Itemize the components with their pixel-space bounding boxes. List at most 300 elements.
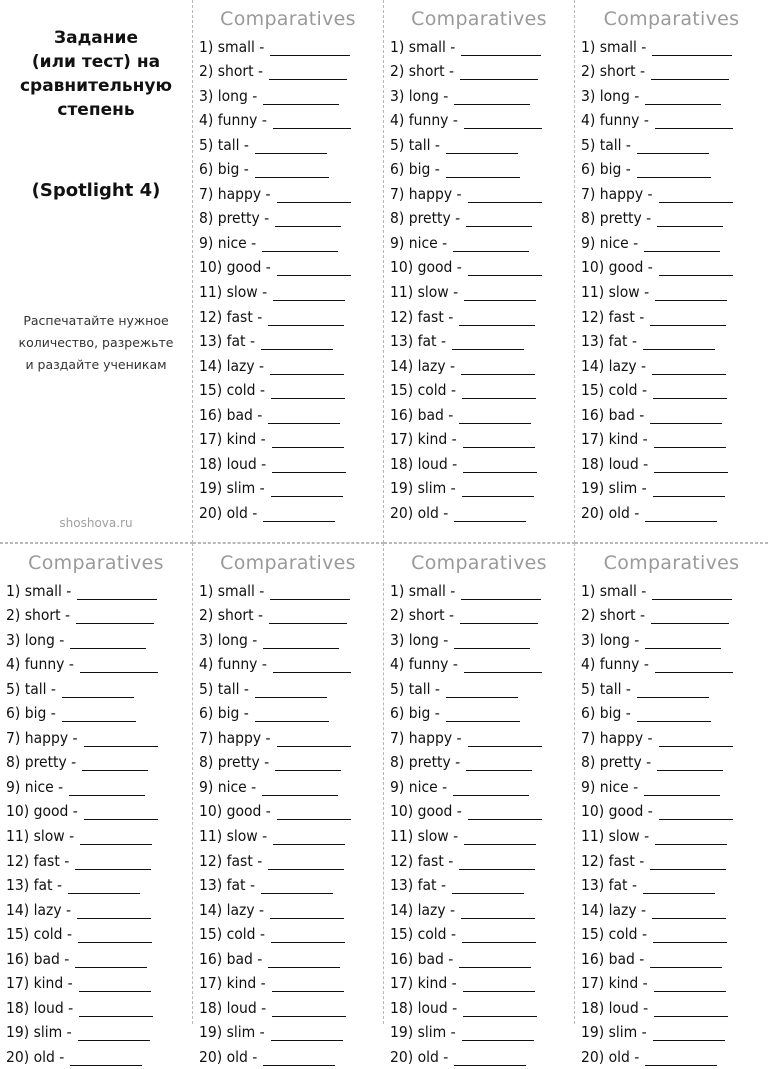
exercise-word: 13) fat -: [581, 332, 637, 351]
answer-blank[interactable]: [651, 607, 729, 624]
exercise-item: [199, 476, 383, 501]
exercise-item: [390, 897, 574, 922]
exercise-list: [0, 578, 192, 1069]
exercise-item: [581, 378, 768, 403]
answer-blank[interactable]: [268, 407, 340, 424]
exercise-word: 2) short -: [199, 606, 264, 625]
answer-blank[interactable]: [645, 1049, 717, 1066]
answer-blank[interactable]: [462, 1024, 534, 1041]
exercise-item: [199, 59, 383, 84]
exercise-item: [581, 971, 768, 996]
worksheet-title: Comparatives: [411, 8, 547, 30]
task-title: Задание (или тест) на сравнительную степень: [19, 28, 173, 120]
answer-blank[interactable]: [255, 705, 329, 722]
answer-blank[interactable]: [261, 333, 333, 350]
exercise-word: 6) big -: [390, 704, 440, 723]
exercise-item: [581, 329, 768, 354]
answer-blank[interactable]: [272, 1000, 346, 1017]
exercise-word: 5) tall -: [581, 135, 631, 154]
answer-blank[interactable]: [62, 681, 134, 698]
exercise-item: [199, 823, 383, 848]
answer-blank[interactable]: [461, 902, 535, 919]
answer-blank[interactable]: [644, 779, 720, 796]
answer-blank[interactable]: [460, 607, 538, 624]
answer-blank[interactable]: [68, 877, 140, 894]
answer-blank[interactable]: [275, 210, 341, 227]
answer-blank[interactable]: [462, 382, 536, 399]
exercise-word: 8) pretty -: [581, 753, 652, 772]
exercise-item: [390, 971, 574, 996]
answer-blank[interactable]: [78, 926, 152, 943]
exercise-word: 4) funny -: [6, 655, 74, 674]
answer-blank[interactable]: [271, 382, 345, 399]
exercise-word: 10) good -: [581, 802, 653, 821]
answer-blank[interactable]: [272, 975, 344, 992]
answer-blank[interactable]: [454, 88, 530, 105]
exercise-word: 19) slim -: [390, 1023, 456, 1042]
exercise-word: 2) short -: [6, 606, 71, 625]
answer-blank[interactable]: [655, 656, 733, 673]
answer-blank[interactable]: [653, 1024, 725, 1041]
answer-blank[interactable]: [463, 1000, 537, 1017]
answer-blank[interactable]: [463, 431, 535, 448]
answer-blank[interactable]: [650, 951, 722, 968]
exercise-item: [199, 83, 383, 108]
answer-blank[interactable]: [277, 803, 351, 820]
exercise-word: 16) bad -: [199, 949, 263, 968]
exercise-word: 7) happy -: [199, 184, 271, 203]
answer-blank[interactable]: [463, 975, 535, 992]
answer-blank[interactable]: [270, 902, 344, 919]
exercise-word: 8) pretty -: [199, 209, 270, 228]
exercise-item: [199, 329, 383, 354]
answer-blank[interactable]: [77, 583, 157, 600]
worksheet-card: [384, 0, 575, 543]
exercise-word: 18) loud -: [581, 998, 649, 1017]
exercise-word: 15) cold -: [6, 925, 72, 944]
answer-blank[interactable]: [461, 39, 541, 56]
exercise-item: [199, 799, 383, 824]
answer-blank[interactable]: [654, 431, 726, 448]
answer-blank[interactable]: [263, 505, 335, 522]
answer-blank[interactable]: [645, 632, 721, 649]
answer-blank[interactable]: [659, 730, 733, 747]
answer-blank[interactable]: [654, 1000, 728, 1017]
exercise-word: 20) old -: [390, 503, 449, 522]
exercise-word: 8) pretty -: [390, 209, 461, 228]
exercise-item: [6, 725, 192, 750]
exercise-list: [384, 578, 574, 1069]
exercise-word: 13) fat -: [390, 332, 446, 351]
answer-blank[interactable]: [277, 259, 351, 276]
answer-blank[interactable]: [464, 828, 536, 845]
exercise-word: 15) cold -: [390, 381, 456, 400]
exercise-item: [581, 500, 768, 525]
exercise-item: [390, 304, 574, 329]
answer-blank[interactable]: [464, 656, 542, 673]
answer-blank[interactable]: [463, 456, 537, 473]
answer-blank[interactable]: [270, 358, 344, 375]
answer-blank[interactable]: [263, 1049, 335, 1066]
exercise-word: 5) tall -: [581, 679, 631, 698]
exercise-word: 7) happy -: [581, 728, 653, 747]
exercise-word: 9) nice -: [6, 777, 64, 796]
exercise-word: 11) slow -: [199, 283, 268, 302]
answer-blank[interactable]: [268, 853, 344, 870]
exercise-word: 19) slim -: [199, 1023, 265, 1042]
answer-blank[interactable]: [645, 88, 721, 105]
answer-blank[interactable]: [263, 632, 339, 649]
exercise-word: 2) short -: [581, 606, 646, 625]
answer-blank[interactable]: [657, 754, 723, 771]
answer-blank[interactable]: [446, 681, 518, 698]
exercise-word: 2) short -: [390, 62, 455, 81]
exercise-item: [199, 353, 383, 378]
exercise-list: [575, 578, 768, 1069]
exercise-word: 15) cold -: [581, 925, 647, 944]
answer-blank[interactable]: [275, 754, 341, 771]
answer-blank[interactable]: [653, 382, 727, 399]
exercise-item: [581, 1044, 768, 1069]
exercise-word: 15) cold -: [390, 925, 456, 944]
exercise-word: 9) nice -: [581, 777, 639, 796]
worksheet-card: [193, 0, 384, 543]
answer-blank[interactable]: [70, 1049, 142, 1066]
exercise-item: [581, 1020, 768, 1045]
answer-blank[interactable]: [657, 210, 723, 227]
exercise-word: 3) long -: [390, 630, 449, 649]
answer-blank[interactable]: [652, 902, 726, 919]
exercise-item: [199, 750, 383, 775]
answer-blank[interactable]: [651, 63, 729, 80]
answer-blank[interactable]: [277, 730, 351, 747]
exercise-item: [199, 971, 383, 996]
exercise-item: [199, 181, 383, 206]
answer-blank[interactable]: [80, 656, 158, 673]
answer-blank[interactable]: [255, 137, 327, 154]
exercise-word: 14) lazy -: [6, 900, 72, 919]
answer-blank[interactable]: [255, 161, 329, 178]
exercise-item: [199, 157, 383, 182]
exercise-item: [390, 476, 574, 501]
answer-blank[interactable]: [652, 39, 732, 56]
answer-blank[interactable]: [268, 309, 344, 326]
exercise-item: [6, 627, 192, 652]
answer-blank[interactable]: [273, 828, 345, 845]
exercise-word: 7) happy -: [199, 728, 271, 747]
answer-blank[interactable]: [650, 309, 726, 326]
answer-blank[interactable]: [460, 63, 538, 80]
answer-blank[interactable]: [452, 877, 524, 894]
answer-blank[interactable]: [262, 235, 338, 252]
answer-blank[interactable]: [653, 480, 725, 497]
exercise-item: [6, 774, 192, 799]
answer-blank[interactable]: [655, 112, 733, 129]
exercise-word: 3) long -: [6, 630, 65, 649]
exercise-item: [390, 132, 574, 157]
answer-blank[interactable]: [461, 583, 541, 600]
worksheet-card: [575, 543, 768, 1066]
exercise-word: 20) old -: [6, 1047, 65, 1066]
exercise-word: 3) long -: [581, 86, 640, 105]
exercise-word: 4) funny -: [581, 655, 649, 674]
answer-blank[interactable]: [70, 632, 146, 649]
answer-blank[interactable]: [271, 926, 345, 943]
exercise-item: [199, 108, 383, 133]
answer-blank[interactable]: [659, 186, 733, 203]
exercise-item: [199, 34, 383, 59]
exercise-item: [581, 427, 768, 452]
exercise-item: [581, 157, 768, 182]
exercise-word: 6) big -: [6, 704, 56, 723]
answer-blank[interactable]: [644, 235, 720, 252]
answer-blank[interactable]: [466, 754, 532, 771]
answer-blank[interactable]: [446, 137, 518, 154]
worksheet-title: Comparatives: [220, 552, 356, 574]
answer-blank[interactable]: [655, 828, 727, 845]
exercise-item: [581, 848, 768, 873]
exercise-word: 8) pretty -: [199, 753, 270, 772]
exercise-item: [6, 1044, 192, 1069]
answer-blank[interactable]: [459, 853, 535, 870]
answer-blank[interactable]: [637, 681, 709, 698]
answer-blank[interactable]: [273, 284, 345, 301]
exercise-item: [390, 230, 574, 255]
answer-blank[interactable]: [277, 186, 351, 203]
exercise-word: 12) fast -: [6, 851, 70, 870]
exercise-word: 18) loud -: [390, 454, 458, 473]
answer-blank[interactable]: [654, 456, 728, 473]
exercise-item: [199, 132, 383, 157]
exercise-word: 10) good -: [199, 802, 271, 821]
exercise-word: 18) loud -: [199, 454, 267, 473]
exercise-word: 11) slow -: [581, 283, 650, 302]
exercise-list: [193, 578, 383, 1069]
answer-blank[interactable]: [454, 1049, 526, 1066]
answer-blank[interactable]: [454, 632, 530, 649]
exercise-item: [199, 848, 383, 873]
answer-blank[interactable]: [659, 803, 733, 820]
answer-blank[interactable]: [655, 284, 727, 301]
answer-blank[interactable]: [82, 754, 148, 771]
exercise-word: 5) tall -: [390, 679, 440, 698]
answer-blank[interactable]: [272, 456, 346, 473]
answer-blank[interactable]: [75, 951, 147, 968]
exercise-word: 8) pretty -: [390, 753, 461, 772]
exercise-word: 7) happy -: [390, 728, 462, 747]
answer-blank[interactable]: [462, 926, 536, 943]
exercise-word: 15) cold -: [199, 381, 265, 400]
worksheet-title: Comparatives: [603, 8, 740, 30]
answer-blank[interactable]: [446, 161, 520, 178]
exercise-word: 17) kind -: [6, 974, 73, 993]
answer-blank[interactable]: [459, 309, 535, 326]
worksheet-title: Comparatives: [220, 8, 356, 30]
exercise-item: [6, 873, 192, 898]
answer-blank[interactable]: [461, 358, 535, 375]
exercise-word: 11) slow -: [390, 283, 459, 302]
exercise-word: 13) fat -: [390, 876, 446, 895]
exercise-word: 8) pretty -: [581, 209, 652, 228]
exercise-item: [581, 922, 768, 947]
answer-blank[interactable]: [270, 583, 350, 600]
answer-blank[interactable]: [652, 358, 726, 375]
site-watermark: shoshova.ru: [59, 516, 133, 530]
answer-blank[interactable]: [273, 656, 351, 673]
exercise-word: 6) big -: [199, 160, 249, 179]
answer-blank[interactable]: [452, 333, 524, 350]
answer-blank[interactable]: [459, 951, 531, 968]
exercise-word: 10) good -: [199, 258, 271, 277]
exercise-item: [581, 108, 768, 133]
exercise-item: [6, 676, 192, 701]
exercise-word: 5) tall -: [6, 679, 56, 698]
exercise-word: 19) slim -: [581, 1023, 647, 1042]
worksheet-title: Comparatives: [603, 552, 740, 574]
answer-blank[interactable]: [637, 161, 711, 178]
exercise-word: 1) small -: [390, 581, 456, 600]
exercise-item: [581, 873, 768, 898]
exercise-item: [390, 652, 574, 677]
exercise-item: [581, 750, 768, 775]
exercise-item: [199, 255, 383, 280]
exercise-word: 12) fast -: [581, 307, 645, 326]
answer-blank[interactable]: [468, 259, 542, 276]
answer-blank[interactable]: [637, 137, 709, 154]
answer-blank[interactable]: [261, 877, 333, 894]
exercise-item: [199, 578, 383, 603]
answer-blank[interactable]: [271, 1024, 343, 1041]
answer-blank[interactable]: [453, 779, 529, 796]
exercise-word: 17) kind -: [581, 430, 648, 449]
exercise-item: [390, 676, 574, 701]
exercise-item: [199, 304, 383, 329]
exercise-item: [390, 206, 574, 231]
answer-blank[interactable]: [269, 607, 347, 624]
answer-blank[interactable]: [75, 853, 151, 870]
answer-blank[interactable]: [446, 705, 520, 722]
exercise-word: 7) happy -: [6, 728, 78, 747]
answer-blank[interactable]: [652, 583, 732, 600]
answer-blank[interactable]: [462, 480, 534, 497]
exercise-word: 9) nice -: [199, 777, 257, 796]
exercise-word: 1) small -: [6, 581, 72, 600]
answer-blank[interactable]: [84, 803, 158, 820]
answer-blank[interactable]: [468, 803, 542, 820]
answer-blank[interactable]: [268, 951, 340, 968]
answer-blank[interactable]: [77, 902, 151, 919]
answer-blank[interactable]: [270, 39, 350, 56]
exercise-item: [199, 676, 383, 701]
exercise-item: [581, 59, 768, 84]
answer-blank[interactable]: [464, 284, 536, 301]
answer-blank[interactable]: [62, 705, 136, 722]
answer-blank[interactable]: [454, 505, 526, 522]
answer-blank[interactable]: [255, 681, 327, 698]
exercise-item: [6, 897, 192, 922]
answer-blank[interactable]: [468, 186, 542, 203]
exercise-word: 4) funny -: [581, 111, 649, 130]
answer-blank[interactable]: [262, 779, 338, 796]
print-instructions: Распечатайте нужное количество, разрежьте и раздайте ученикам: [18, 313, 174, 372]
answer-blank[interactable]: [466, 210, 532, 227]
exercise-word: 12) fast -: [199, 307, 263, 326]
exercise-word: 13) fat -: [6, 876, 62, 895]
answer-blank[interactable]: [453, 235, 529, 252]
answer-blank[interactable]: [79, 975, 151, 992]
exercise-item: [390, 427, 574, 452]
answer-blank[interactable]: [269, 63, 347, 80]
exercise-word: 5) tall -: [199, 135, 249, 154]
answer-blank[interactable]: [76, 607, 154, 624]
exercise-word: 16) bad -: [6, 949, 70, 968]
answer-blank[interactable]: [272, 431, 344, 448]
exercise-word: 13) fat -: [199, 876, 255, 895]
exercise-item: [199, 725, 383, 750]
exercise-item: [199, 427, 383, 452]
exercise-word: 1) small -: [581, 581, 647, 600]
exercise-word: 1) small -: [390, 37, 456, 56]
answer-blank[interactable]: [654, 975, 726, 992]
exercise-word: 15) cold -: [199, 925, 265, 944]
answer-blank[interactable]: [468, 730, 542, 747]
answer-blank[interactable]: [79, 1000, 153, 1017]
exercise-word: 19) slim -: [6, 1023, 72, 1042]
answer-blank[interactable]: [659, 259, 733, 276]
exercise-word: 19) slim -: [199, 479, 265, 498]
answer-blank[interactable]: [637, 705, 711, 722]
answer-blank[interactable]: [263, 88, 339, 105]
exercise-word: 7) happy -: [581, 184, 653, 203]
exercise-word: 13) fat -: [581, 876, 637, 895]
exercise-word: 18) loud -: [6, 998, 74, 1017]
exercise-word: 3) long -: [390, 86, 449, 105]
exercise-item: [581, 995, 768, 1020]
answer-blank[interactable]: [78, 1024, 150, 1041]
exercise-item: [581, 451, 768, 476]
exercise-word: 9) nice -: [390, 777, 448, 796]
answer-blank[interactable]: [653, 926, 727, 943]
answer-blank[interactable]: [643, 333, 715, 350]
exercise-item: [581, 603, 768, 628]
exercise-word: 16) bad -: [390, 405, 454, 424]
answer-blank[interactable]: [80, 828, 152, 845]
exercise-item: [199, 873, 383, 898]
answer-blank[interactable]: [84, 730, 158, 747]
exercise-item: [390, 1020, 574, 1045]
exercise-word: 20) old -: [199, 1047, 258, 1066]
exercise-item: [390, 701, 574, 726]
worksheet-title: Comparatives: [28, 552, 164, 574]
answer-blank[interactable]: [273, 112, 351, 129]
exercise-item: [199, 897, 383, 922]
exercise-item: [390, 353, 574, 378]
answer-blank[interactable]: [464, 112, 542, 129]
answer-blank[interactable]: [69, 779, 145, 796]
exercise-word: 10) good -: [390, 258, 462, 277]
answer-blank[interactable]: [643, 877, 715, 894]
exercise-item: [390, 279, 574, 304]
exercise-item: [581, 897, 768, 922]
answer-blank[interactable]: [650, 853, 726, 870]
exercise-word: 4) funny -: [199, 111, 267, 130]
exercise-word: 17) kind -: [199, 974, 266, 993]
answer-blank[interactable]: [645, 505, 717, 522]
exercise-item: [390, 255, 574, 280]
answer-blank[interactable]: [459, 407, 531, 424]
answer-blank[interactable]: [271, 480, 343, 497]
answer-blank[interactable]: [650, 407, 722, 424]
